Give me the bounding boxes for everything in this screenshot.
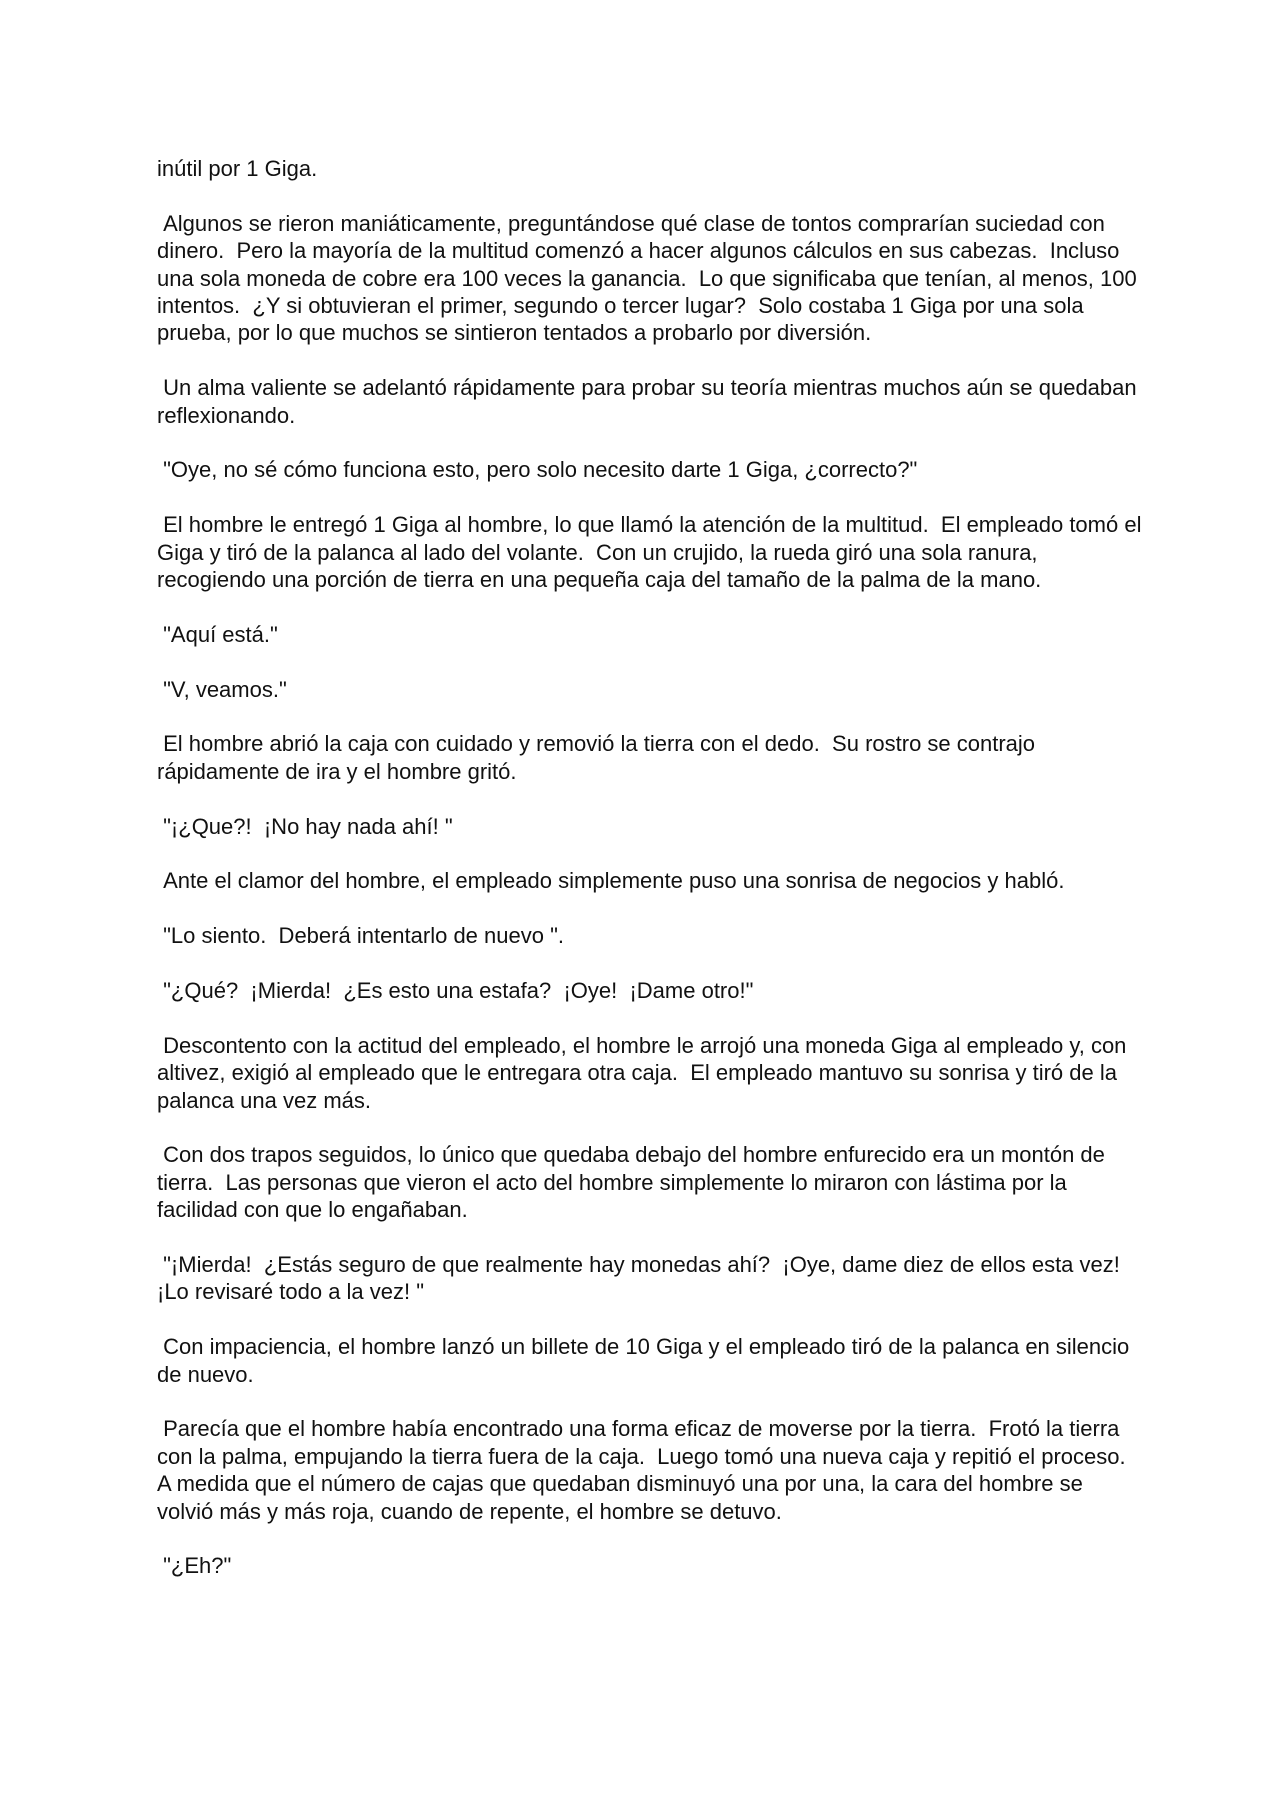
paragraph: Parecía que el hombre había encontrado una forma eficaz de moverse por la tierra. Frotó la tierra con la palma, empujando la tierra fuera de la caja. Luego tomó una nueva caja y repitió el proceso. A medida que el número de cajas que quedaban disminuyó una por una, la cara del hombre se volvió más y más roja, cuando de repente, el hombre se detuvo.	[157, 1416, 1137, 1524]
paragraph: Descontento con la actitud del empleado, el hombre le arrojó una moneda Giga al empleado y, con altivez, exigió al empleado que le entregara otra caja. El empleado mantuvo su sonrisa y tiró de la palanca una vez más.	[157, 1032, 1133, 1113]
paragraph: inútil por 1 Giga.	[157, 156, 318, 181]
paragraph: "V, veamos."	[157, 676, 287, 702]
paragraph: El hombre abrió la caja con cuidado y removió la tierra con el dedo. Su rostro se contrajo rápidamente de ira y el hombre gritó.	[157, 731, 1042, 784]
paragraph: Un alma valiente se adelantó rápidamente para probar su teoría mientras muchos aún se quedaban reflexionando.	[157, 375, 1143, 428]
paragraph: Ante el clamor del hombre, el empleado simplemente puso una sonrisa de negocios y habló.	[157, 868, 1065, 894]
paragraph: "¡¿Que?! ¡No hay nada ahí! "	[157, 813, 453, 839]
paragraph: Con dos trapos seguidos, lo único que quedaba debajo del hombre enfurecido era un montón de tierra. Las personas que vieron el acto del hombre simplemente lo miraron con lástima por la facilidad con que lo engañaban.	[157, 1142, 1112, 1223]
paragraph: "¿Eh?"	[157, 1553, 232, 1579]
paragraph: "¡Mierda! ¿Estás seguro de que realmente hay monedas ahí? ¡Oye, dame diez de ellos esta vez! ¡Lo revisaré todo a la vez! "	[157, 1252, 1133, 1305]
paragraph: "Oye, no sé cómo funciona esto, pero solo necesito darte 1 Giga, ¿correcto?"	[157, 457, 918, 483]
paragraph: Algunos se rieron maniáticamente, preguntándose qué clase de tontos comprarían suciedad con dinero. Pero la mayoría de la multitud comenzó a hacer algunos cálculos en sus cabezas. Incluso una sola moneda de cobre era 100 veces la ganancia. Lo que significaba que tenían, al menos, 100 intentos. ¿Y si obtuvieran el primer, segundo o tercer lugar? Solo costaba 1 Giga por una sola prueba, por lo que muchos se sintieron tentados a probarlo por diversión.	[157, 210, 1143, 346]
paragraph: Con impaciencia, el hombre lanzó un billete de 10 Giga y el empleado tiró de la palanca en silencio de nuevo.	[157, 1334, 1136, 1387]
paragraph: El hombre le entregó 1 Giga al hombre, lo que llamó la atención de la multitud. El empleado tomó el Giga y tiró de la palanca al lado del volante. Con un crujido, la rueda giró una sola ranura, recogiendo una porción de tierra en una pequeña caja del tamaño de la palma de la mano.	[157, 512, 1148, 593]
paragraph: "Lo siento. Deberá intentarlo de nuevo ".	[157, 923, 565, 949]
paragraph: "¿Qué? ¡Mierda! ¿Es esto una estafa? ¡Oye! ¡Dame otro!"	[157, 978, 754, 1004]
paragraph: "Aquí está."	[157, 621, 278, 647]
document-page	[157, 155, 1148, 1607]
